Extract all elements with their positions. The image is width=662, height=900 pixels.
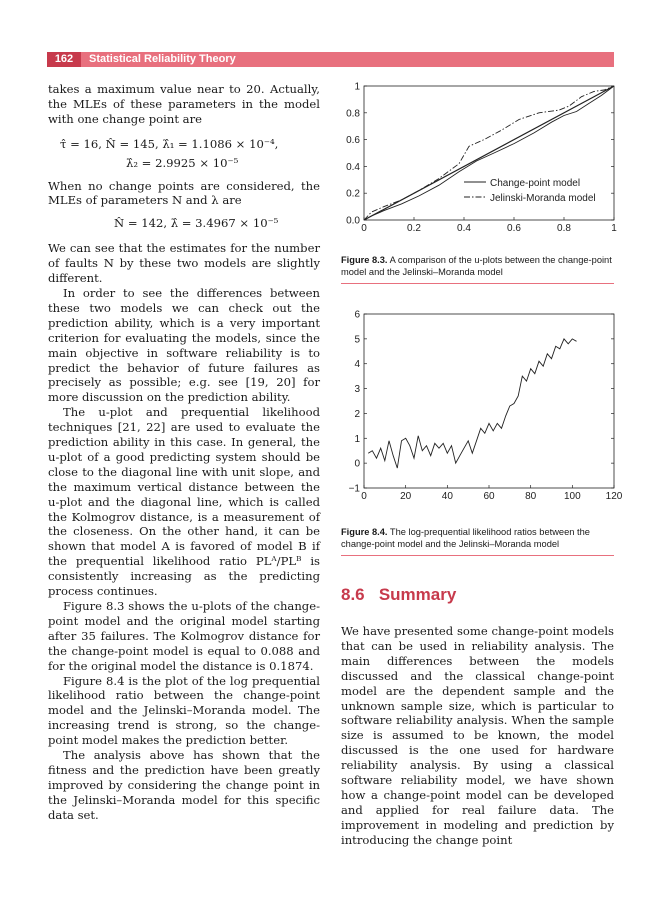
paragraph: When no change points are considered, the MLEs of parameters N and λ are xyxy=(48,178,320,208)
figure-label: Figure 8.3. xyxy=(341,255,388,265)
x-tick-label: 0.2 xyxy=(407,223,421,234)
legend-label: Jelinski-Moranda model xyxy=(490,193,596,204)
x-tick-label: 80 xyxy=(525,491,537,502)
y-tick-label: 1 xyxy=(354,81,360,93)
y-tick-label: 6 xyxy=(354,309,360,321)
series-line xyxy=(368,339,576,468)
x-tick-label: 0.4 xyxy=(457,223,471,234)
x-tick-label: 0 xyxy=(361,491,367,502)
plot-frame xyxy=(364,314,614,488)
x-tick-label: 0.6 xyxy=(507,223,521,234)
section-title: Summary xyxy=(378,585,457,604)
figure-8-3-chart xyxy=(336,78,620,248)
x-tick-label: 1 xyxy=(611,223,617,234)
y-tick-label: 0.6 xyxy=(346,135,360,147)
figure-label: Figure 8.4. xyxy=(341,527,388,537)
y-tick-label: 0.4 xyxy=(346,161,360,173)
equation: λ̂₂ = 2.9925 × 10⁻⁵ xyxy=(126,155,239,170)
x-tick-label: 40 xyxy=(441,491,453,502)
figure-8-4-caption xyxy=(341,526,614,550)
paragraph: Figure 8.3 shows the u-plots of the change-point model and the original model starting after 35 failures. The Kolmogrov distance for the change-point model is equal to 0.088 and for the original model the distance is 0.1874. xyxy=(48,599,320,673)
y-tick-label: 1 xyxy=(354,433,360,445)
figure-8-3-caption xyxy=(341,254,614,278)
y-tick-label: 5 xyxy=(354,334,360,346)
section-number: 8.6 xyxy=(341,585,365,604)
caption-text: A comparison of the u-plots between the change-point model and the Jelinski–Moranda model xyxy=(341,255,612,277)
x-tick-label: 0.8 xyxy=(557,223,571,234)
y-tick-label: 0 xyxy=(354,458,360,470)
equation: τ̂ = 16, N̂ = 145, λ̂₁ = 1.1086 × 10⁻⁴, xyxy=(60,136,279,151)
x-tick-label: 120 xyxy=(605,491,623,502)
paragraph: We can see that the estimates for the number of faults N by these two models are slightly different. xyxy=(48,241,320,286)
section-heading xyxy=(341,585,456,605)
paragraph: We have presented some change-point models that can be used in reliability analysis. The main differences between the models discussed and the classical change-point model are the dependent sample and the unknown sample size, which is particular to software reliability analysis. When the sample size is assumed to be known, the model discussed is the one used for hardware reliability analysis. By using a classical software reliability model, we have shown how a change-point model can be developed and applied for real failure data. The improvement in modeling and prediction by introducing the change point xyxy=(341,624,614,847)
y-tick-label: 0.2 xyxy=(346,188,360,200)
paragraph: takes a maximum value near to 20. Actually, the MLEs of these parameters in the model with one change point are xyxy=(48,82,320,126)
equation: N̂ = 142, λ̂ = 3.4967 × 10⁻⁵ xyxy=(114,216,279,231)
paragraph: In order to see the differences between these two models we can check out the prediction ability, which is a very important criterion for evaluating the models, since the main objective in software reliability is to predict the behavior of future failures as precisely as possible; e.g. see [19, 20] for more discussion on the prediction ability. xyxy=(48,285,320,405)
y-tick-label: −1 xyxy=(348,483,360,495)
summary-text xyxy=(341,624,614,848)
paragraph: The analysis above has shown that the fitness and the prediction have been greatly improved by considering the change point in the Jelinski–Moranda model for this specific data set. xyxy=(48,748,320,822)
figure-8-4-chart xyxy=(336,306,623,512)
paragraph: The u-plot and prequential likelihood techniques [21, 22] are used to evaluate the prediction ability in this case. In general, the u-plot of a good predicting system should be close to the diagonal line with unit slope, and the maximum vertical distance between the u-plot and the diagonal line, which is called the Kolmogrov distance, is a measurement of the closeness. On the other hand, it can be shown that model A is favored of model B if the prequential likelihood ratio PLᴬ/PLᴮ is consistently increasing as the predicting process continues. xyxy=(48,405,320,599)
y-tick-label: 2 xyxy=(354,408,360,420)
y-tick-label: 3 xyxy=(354,384,360,396)
x-tick-label: 0 xyxy=(361,223,367,234)
left-column xyxy=(48,82,320,823)
y-tick-label: 0.0 xyxy=(346,215,360,227)
legend-label: Change-point model xyxy=(490,178,581,189)
caption-text: The log-prequential likelihood ratios between the change-point model and the Jelinski–Moranda model xyxy=(341,527,590,549)
running-title: Statistical Reliability Theory xyxy=(89,53,236,65)
y-tick-label: 4 xyxy=(354,359,360,371)
x-tick-label: 100 xyxy=(563,491,581,502)
x-tick-label: 20 xyxy=(400,491,412,502)
x-tick-label: 60 xyxy=(483,491,495,502)
divider xyxy=(341,555,614,556)
y-tick-label: 0.8 xyxy=(346,108,360,120)
divider xyxy=(341,283,614,284)
page-number: 162 xyxy=(47,52,81,67)
paragraph: Figure 8.4 is the plot of the log prequential likelihood ratio between the change-point model and the Jelinski–Moranda model. The increasing trend is strong, so the change-point model makes the prediction better. xyxy=(48,673,320,748)
